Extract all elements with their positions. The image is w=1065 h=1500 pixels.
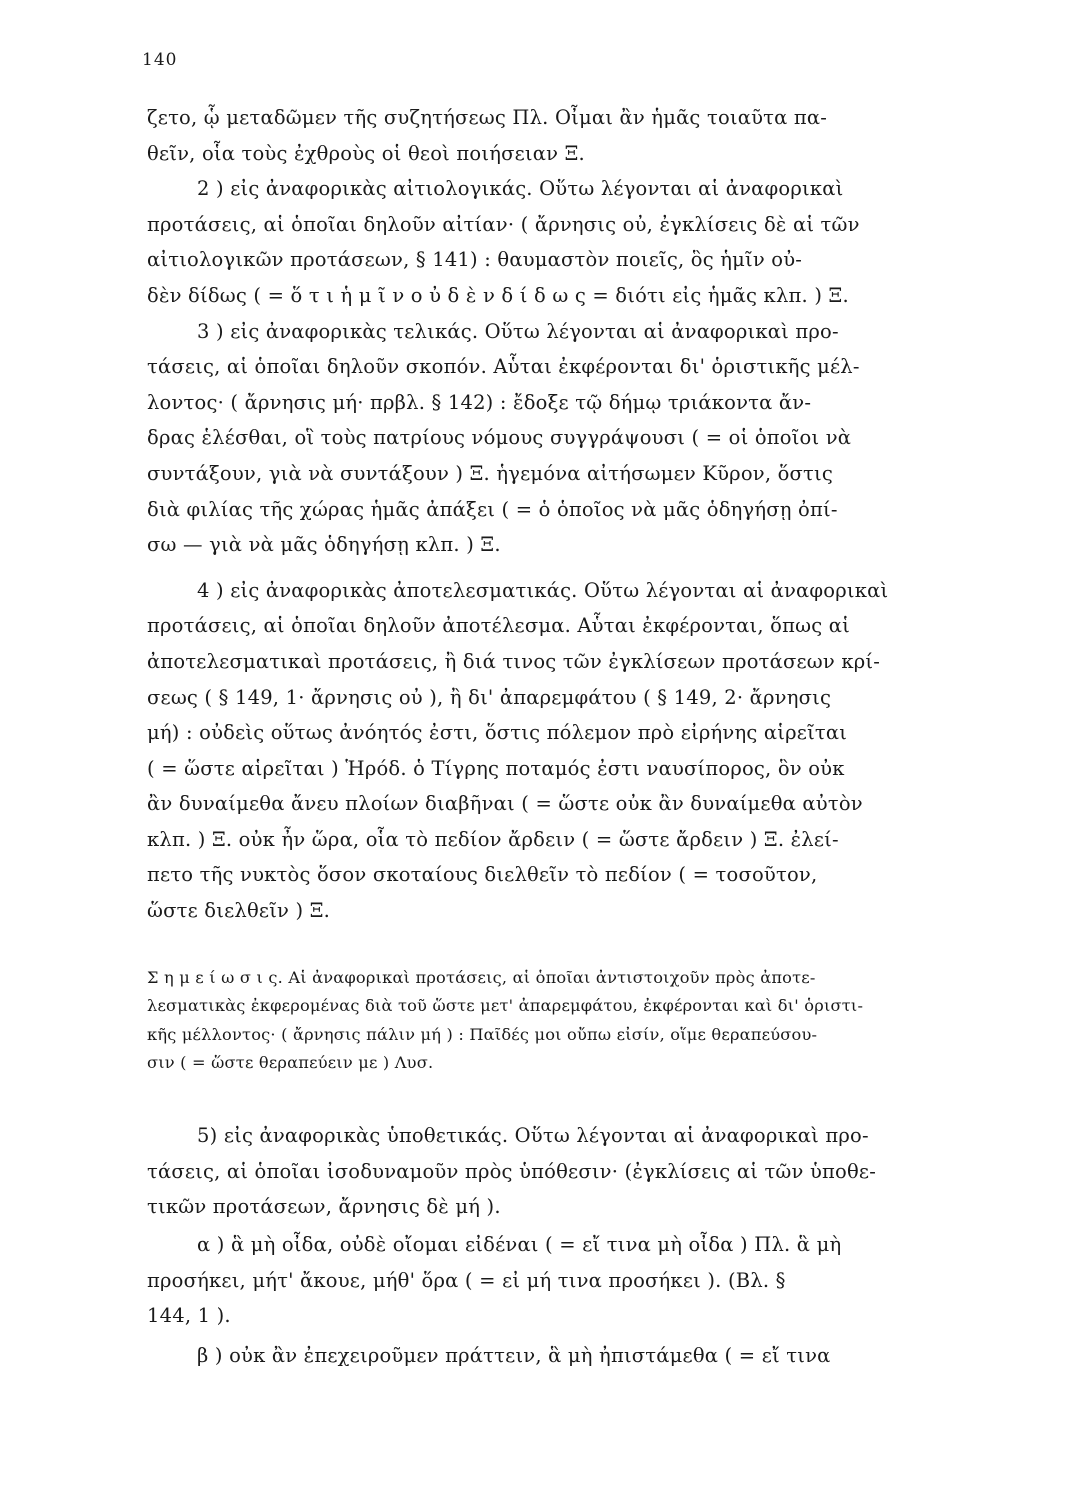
main-text (147, 100, 987, 929)
text-line: διὰ φιλίας τῆς χώρας ἡμᾶς ἀπάξει ( = ὁ ὁποῖος νὰ μᾶς ὁδηγήσῃ ὀπί- (147, 497, 838, 521)
paragraph-2 (147, 171, 987, 313)
text-line: σω — γιὰ νὰ μᾶς ὁδηγήσῃ κλπ. ) Ξ. (147, 533, 501, 557)
note-line: σιν ( = ὥστε θεραπεύειν με ) Λυσ. (147, 1053, 434, 1073)
paragraph-5-lines (147, 1118, 987, 1225)
note-block (147, 964, 987, 1078)
example-beta (147, 1338, 987, 1374)
text-line: 2 ) εἰς ἀναφορικὰς αἰτιολογικάς. Οὕτω λέγονται αἱ ἀναφορικαὶ (197, 177, 844, 201)
text-line: 5) εἰς ἀναφορικὰς ὑποθετικάς. Οὕτω λέγονται αἱ ἀναφορικαὶ προ- (197, 1124, 869, 1147)
text-line: ( = ὥστε αἱρεῖται ) Ἡρόδ. ὁ Τίγρης ποταμός ἐστι ναυσίπορος, ὃν οὐκ (147, 756, 845, 780)
spacer (147, 563, 987, 573)
text-line: θεῖν, οἷα τοὺς ἐχθροὺς οἱ θεοὶ ποιήσειαν Ξ. (147, 141, 585, 165)
text-line: τικῶν προτάσεων, ἄρνησις δὲ μή ). (147, 1195, 501, 1219)
text-line: α ) ἃ μὴ οἶδα, οὐδὲ οἴομαι εἰδέναι ( = εἴ τινα μὴ οἶδα ) Πλ. ἃ μὴ (197, 1233, 842, 1256)
text-line: ἀποτελεσματικαὶ προτάσεις, ἢ διά τινος τῶν ἐγκλίσεων προτάσεων κρί- (147, 649, 881, 673)
text-line: μή) : οὐδεὶς οὕτως ἀνόητός ἐστι, ὅστις πόλεμον πρὸ εἰρήνης αἱρεῖται (147, 721, 848, 745)
text-line: συντάξουν, γιὰ νὰ συντάξουν ) Ξ. ἡγεμόνα αἰτήσωμεν Κῦρον, ὅστις (147, 461, 834, 485)
text-line: ἂν δυναίμεθα ἄνευ πλοίων διαβῆναι ( = ὥστε οὐκ ἂν δυναίμεθα αὐτὸν (147, 792, 863, 816)
text-line: ζετο, ᾧ μεταδῶμεν τῆς συζητήσεως Πλ. Οἶμαι ἂν ἡμᾶς τοιαῦτα πα- (147, 106, 828, 129)
text-line: 4 ) εἰς ἀναφορικὰς ἀποτελεσματικάς. Οὕτω λέγονται αἱ ἀναφορικαὶ (197, 578, 889, 602)
text-line: δρας ἑλέσθαι, οἳ τοὺς πατρίους νόμους συγγράψουσι ( = οἱ ὁποῖοι νὰ (147, 426, 852, 450)
text-line: ὥστε διελθεῖν ) Ξ. (147, 899, 331, 923)
text-line: προσήκει, μήτ' ἄκουε, μήθ' ὅρα ( = εἰ μή τινα προσήκει ). (Βλ. § (147, 1268, 786, 1292)
page-number: 140 (142, 50, 178, 70)
text-line: τάσεις, αἱ ὁποῖαι δηλοῦν σκοπόν. Αὗται ἐκφέρονται δι' ὁριστικῆς μέλ- (147, 355, 860, 379)
text-line: τάσεις, αἱ ὁποῖαι ἰσοδυναμοῦν πρὸς ὑπόθεσιν· (ἐγκλίσεις αἱ τῶν ὑποθε- (147, 1159, 877, 1183)
note-line: κῆς μέλλοντος· ( ἄρνησις πάλιν μή ) : Παῖδές μοι οὔπω εἰσίν, οἵμε θεραπεύσου- (147, 1024, 818, 1044)
text-line: λοντος· ( ἄρνησις μή· πρβλ. § 142) : ἔδοξε τῷ δήμῳ τριάκοντα ἄν- (147, 390, 812, 414)
text-line: κλπ. ) Ξ. οὐκ ἦν ὥρα, οἷα τὸ πεδίον ἄρδειν ( = ὥστε ἄρδειν ) Ξ. ἐλεί- (147, 827, 839, 851)
text-line: αἰτιολογικῶν προτάσεων, § 141) : θαυμαστὸν ποιεῖς, ὃς ἡμῖν οὐ- (147, 248, 803, 272)
note-line: Σ η μ ε ί ω σ ι ς. Αἱ ἀναφορικαὶ προτάσεις, αἱ ὁποῖαι ἀντιστοιχοῦν πρὸς ἀποτε- (147, 968, 816, 987)
paragraph-3 (147, 314, 987, 563)
text-line: προτάσεις, αἱ ὁποῖαι δηλοῦν ἀποτέλεσμα. Αὗται ἐκφέρονται, ὅπως αἱ (147, 614, 850, 638)
text-line: β ) οὐκ ἂν ἐπεχειροῦμεν πράττειν, ἃ μὴ ἠπιστάμεθα ( = εἴ τινα (197, 1344, 831, 1367)
text-line: 3 ) εἰς ἀναφορικὰς τελικάς. Οὕτω λέγονται αἱ ἀναφορικαὶ προ- (197, 319, 839, 343)
paragraph-1 (147, 100, 987, 171)
note-line: λεσματικὰς ἐκφερομένας διὰ τοῦ ὥστε μετ' ἀπαρεμφάτου, ἐκφέρονται καὶ δι' ὁριστι- (147, 996, 864, 1016)
text-line: προτάσεις, αἱ ὁποῖαι δηλοῦν αἰτίαν· ( ἄρνησις οὐ, ἐγκλίσεις δὲ αἱ τῶν (147, 212, 860, 236)
text-line: σεως ( § 149, 1· ἄρνησις οὐ ), ἢ δι' ἀπαρεμφάτου ( § 149, 2· ἄρνησις (147, 685, 832, 709)
text-line: 144, 1 ). (147, 1304, 231, 1328)
paragraph-4 (147, 573, 987, 929)
example-alpha (147, 1227, 987, 1334)
text-line: πετο τῆς νυκτὸς ὅσον σκοταίους διελθεῖν τὸ πεδίον ( = τοσοῦτον, (147, 863, 818, 887)
text-line: δὲν δίδως ( = ὅ τ ι ἡ μ ῖ ν ο ὐ δ ὲ ν δ ί δ ω ς = διότι εἰς ἡμᾶς κλπ. ) Ξ. (147, 283, 849, 307)
